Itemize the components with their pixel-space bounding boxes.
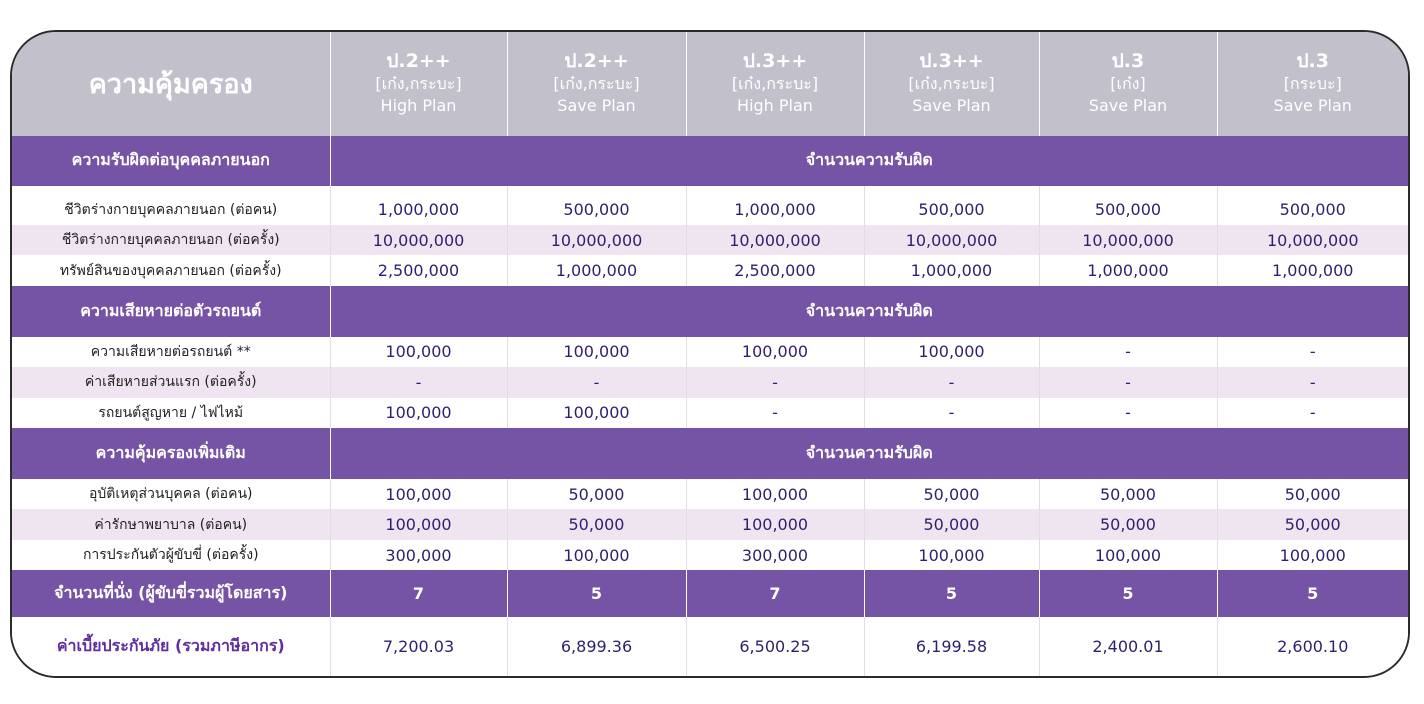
seats-value: 5 bbox=[1039, 570, 1217, 617]
cell-value: 50,000 bbox=[1039, 509, 1217, 539]
cell-value: - bbox=[1039, 367, 1217, 397]
cell-value: 1,000,000 bbox=[686, 195, 864, 225]
coverage-table bbox=[12, 32, 1408, 676]
cell-value: - bbox=[1217, 337, 1408, 367]
table-row bbox=[12, 367, 1408, 397]
cell-value: 50,000 bbox=[507, 479, 686, 509]
cell-value: 10,000,000 bbox=[330, 225, 507, 255]
cell-value: - bbox=[686, 398, 864, 428]
cell-value: 50,000 bbox=[507, 509, 686, 539]
cell-value: 100,000 bbox=[686, 337, 864, 367]
cell-value: 50,000 bbox=[1217, 479, 1408, 509]
plan-header bbox=[507, 32, 686, 136]
table-row bbox=[12, 509, 1408, 539]
section-span-label: จำนวนความรับผิด bbox=[330, 286, 1408, 337]
plan-type: High Plan bbox=[380, 96, 457, 116]
plan-type: Save Plan bbox=[557, 96, 636, 116]
cell-value: 2,500,000 bbox=[330, 255, 507, 285]
cell-value: 1,000,000 bbox=[1039, 255, 1217, 285]
cell-value: 2,500,000 bbox=[686, 255, 864, 285]
plan-vehicle: [เก๋ง,กระบะ] bbox=[731, 74, 819, 94]
table-row bbox=[12, 479, 1408, 509]
premium-value: 6,899.36 bbox=[507, 617, 686, 676]
table-row bbox=[12, 195, 1408, 225]
section-title: ความคุ้มครองเพิ่มเติม bbox=[12, 428, 330, 479]
plan-vehicle: [เก๋ง] bbox=[1110, 74, 1146, 94]
cell-value: - bbox=[864, 367, 1039, 397]
cell-value: 1,000,000 bbox=[330, 195, 507, 225]
cell-value: 100,000 bbox=[330, 509, 507, 539]
cell-value: 300,000 bbox=[686, 540, 864, 570]
plan-header bbox=[864, 32, 1039, 136]
premium-row bbox=[12, 617, 1408, 676]
cell-value: 50,000 bbox=[1039, 479, 1217, 509]
plan-name: ป.2++ bbox=[564, 50, 629, 73]
cell-value: - bbox=[1039, 337, 1217, 367]
seats-label: จำนวนที่นั่ง (ผู้ขับขี่รวมผู้โดยสาร) bbox=[12, 570, 330, 617]
cell-value: 100,000 bbox=[864, 540, 1039, 570]
section-title: ความเสียหายต่อตัวรถยนต์ bbox=[12, 286, 330, 337]
plan-header bbox=[1217, 32, 1408, 136]
cell-value: 1,000,000 bbox=[507, 255, 686, 285]
row-label: ค่าเสียหายส่วนแรก (ต่อครั้ง) bbox=[12, 367, 330, 397]
cell-value: - bbox=[686, 367, 864, 397]
table-row bbox=[12, 337, 1408, 367]
row-label: ชีวิตร่างกายบุคคลภายนอก (ต่อครั้ง) bbox=[12, 225, 330, 255]
row-label: ทรัพย์สินของบุคคลภายนอก (ต่อครั้ง) bbox=[12, 255, 330, 285]
cell-value: 100,000 bbox=[864, 337, 1039, 367]
cell-value: 10,000,000 bbox=[507, 225, 686, 255]
section-span-label: จำนวนความรับผิด bbox=[330, 136, 1408, 187]
coverage-table-frame bbox=[10, 30, 1410, 678]
row-label: ความเสียหายต่อรถยนต์ ** bbox=[12, 337, 330, 367]
cell-value: 1,000,000 bbox=[864, 255, 1039, 285]
cell-value: 100,000 bbox=[686, 479, 864, 509]
cell-value: 500,000 bbox=[507, 195, 686, 225]
premium-value: 6,199.58 bbox=[864, 617, 1039, 676]
table-row bbox=[12, 225, 1408, 255]
seats-value: 5 bbox=[864, 570, 1039, 617]
plan-name: ป.2++ bbox=[386, 50, 451, 73]
cell-value: 10,000,000 bbox=[686, 225, 864, 255]
cell-value: 50,000 bbox=[864, 509, 1039, 539]
cell-value: 500,000 bbox=[864, 195, 1039, 225]
header-row bbox=[12, 32, 1408, 136]
section-header-row bbox=[12, 136, 1408, 187]
table-row bbox=[12, 398, 1408, 428]
plan-type: Save Plan bbox=[1273, 96, 1352, 116]
cell-value: 100,000 bbox=[1217, 540, 1408, 570]
section-title: ความรับผิดต่อบุคคลภายนอก bbox=[12, 136, 330, 187]
cell-value: 100,000 bbox=[507, 398, 686, 428]
plan-header bbox=[330, 32, 507, 136]
section-span-label: จำนวนความรับผิด bbox=[330, 428, 1408, 479]
row-label: การประกันตัวผู้ขับขี่ (ต่อครั้ง) bbox=[12, 540, 330, 570]
section-header-row bbox=[12, 428, 1408, 479]
plan-vehicle: [เก๋ง,กระบะ] bbox=[553, 74, 640, 94]
premium-value: 2,600.10 bbox=[1217, 617, 1408, 676]
cell-value: 500,000 bbox=[1039, 195, 1217, 225]
premium-label: ค่าเบี้ยประกันภัย (รวมภาษีอากร) bbox=[12, 617, 330, 676]
row-label: รถยนต์สูญหาย / ไฟไหม้ bbox=[12, 398, 330, 428]
table-row bbox=[12, 540, 1408, 570]
cell-value: 500,000 bbox=[1217, 195, 1408, 225]
plan-type: Save Plan bbox=[912, 96, 991, 116]
plan-vehicle: [เก๋ง,กระบะ] bbox=[375, 74, 462, 94]
cell-value: - bbox=[1217, 398, 1408, 428]
cell-value: 50,000 bbox=[864, 479, 1039, 509]
cell-value: 100,000 bbox=[686, 509, 864, 539]
plan-header bbox=[686, 32, 864, 136]
row-label: ค่ารักษาพยาบาล (ต่อคน) bbox=[12, 509, 330, 539]
plan-vehicle: [เก๋ง,กระบะ] bbox=[908, 74, 995, 94]
premium-value: 2,400.01 bbox=[1039, 617, 1217, 676]
plan-header bbox=[1039, 32, 1217, 136]
plan-vehicle: [กระบะ] bbox=[1283, 74, 1342, 94]
plan-type: High Plan bbox=[737, 96, 813, 116]
cell-value: 100,000 bbox=[1039, 540, 1217, 570]
cell-value: 100,000 bbox=[507, 337, 686, 367]
cell-value: 50,000 bbox=[1217, 509, 1408, 539]
plan-name: ป.3 bbox=[1296, 50, 1329, 73]
plan-name: ป.3++ bbox=[919, 50, 984, 73]
seats-value: 7 bbox=[330, 570, 507, 617]
plan-name: ป.3++ bbox=[742, 50, 808, 73]
seats-row bbox=[12, 570, 1408, 617]
cell-value: - bbox=[864, 398, 1039, 428]
plan-name: ป.3 bbox=[1111, 50, 1145, 73]
row-label: ชีวิตร่างกายบุคคลภายนอก (ต่อคน) bbox=[12, 195, 330, 225]
table-row bbox=[12, 255, 1408, 285]
premium-value: 6,500.25 bbox=[686, 617, 864, 676]
row-label: อุบัติเหตุส่วนบุคคล (ต่อคน) bbox=[12, 479, 330, 509]
cell-value: 300,000 bbox=[330, 540, 507, 570]
table-title: ความคุ้มครอง bbox=[12, 32, 330, 136]
cell-value: 1,000,000 bbox=[1217, 255, 1408, 285]
cell-value: - bbox=[1217, 367, 1408, 397]
seats-value: 5 bbox=[1217, 570, 1408, 617]
cell-value: - bbox=[1039, 398, 1217, 428]
section-header-row bbox=[12, 286, 1408, 337]
plan-type: Save Plan bbox=[1088, 96, 1168, 116]
cell-value: 100,000 bbox=[507, 540, 686, 570]
cell-value: 10,000,000 bbox=[1039, 225, 1217, 255]
cell-value: 100,000 bbox=[330, 337, 507, 367]
premium-value: 7,200.03 bbox=[330, 617, 507, 676]
cell-value: 10,000,000 bbox=[1217, 225, 1408, 255]
cell-value: - bbox=[507, 367, 686, 397]
cell-value: 100,000 bbox=[330, 479, 507, 509]
seats-value: 5 bbox=[507, 570, 686, 617]
seats-value: 7 bbox=[686, 570, 864, 617]
spacer-row bbox=[12, 186, 1408, 194]
cell-value: - bbox=[330, 367, 507, 397]
cell-value: 10,000,000 bbox=[864, 225, 1039, 255]
cell-value: 100,000 bbox=[330, 398, 507, 428]
